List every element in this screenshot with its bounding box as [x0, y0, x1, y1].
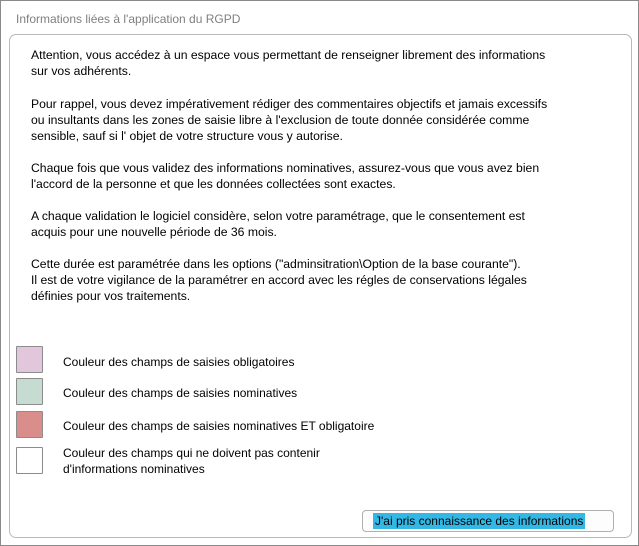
- nominative-mandatory-color-swatch: [16, 411, 43, 438]
- text-line: définies pour vos traitements.: [31, 289, 191, 303]
- non-nominative-color-label: Couleur des champs qui ne doivent pas contenir: [63, 446, 320, 460]
- reminder-paragraph: [31, 96, 601, 144]
- text-line: Pour rappel, vous devez impérativement rédiger des commentaires objectifs et jamais excessifs: [31, 97, 548, 111]
- acknowledge-button-label: J'ai pris connaissance des informations: [375, 514, 584, 528]
- duration-paragraph: [31, 256, 601, 304]
- text-line: acquis pour une nouvelle période de 36 mois.: [31, 225, 277, 239]
- dialog-title: Informations liées à l'application du RGPD: [16, 12, 241, 26]
- nominative-mandatory-color-label: Couleur des champs de saisies nominatives ET obligatoire: [63, 419, 375, 433]
- acknowledge-button[interactable]: [362, 510, 614, 532]
- non-nominative-color-swatch: [16, 447, 43, 474]
- text-line: Cette durée est paramétrée dans les options ("adminsitration\Option de la base courante").: [31, 257, 521, 271]
- text-line: Il est de votre vigilance de la paramétrer en accord avec les régles de conservations légales: [31, 273, 527, 287]
- validation-paragraph: [31, 208, 601, 240]
- mandatory-color-swatch: [16, 346, 43, 373]
- text-line: l'accord de la personne et que les données collectées sont exactes.: [31, 177, 396, 191]
- text-line: Attention, vous accédez à un espace vous permettant de renseigner librement des informations: [31, 48, 546, 62]
- text-line: sur vos adhérents.: [31, 64, 132, 78]
- non-nominative-color-label-line2: d'informations nominatives: [63, 462, 205, 476]
- consent-paragraph: [31, 160, 601, 192]
- text-line: ou insultants dans les zones de saisie libre à l'exclusion de toute donnée considérée comme: [31, 113, 530, 127]
- nominative-color-label: Couleur des champs de saisies nominatives: [63, 386, 298, 400]
- nominative-color-swatch: [16, 378, 43, 405]
- text-line: A chaque validation le logiciel considère, selon votre paramétrage, que le consentement est: [31, 209, 525, 223]
- text-line: sensible, sauf si l' objet de votre structure vous y autorise.: [31, 129, 343, 143]
- text-line: Chaque fois que vous validez des informations nominatives, assurez-vous que vous avez bien: [31, 161, 540, 175]
- warning-paragraph: [31, 47, 601, 79]
- mandatory-color-label: Couleur des champs de saisies obligatoires: [63, 355, 295, 369]
